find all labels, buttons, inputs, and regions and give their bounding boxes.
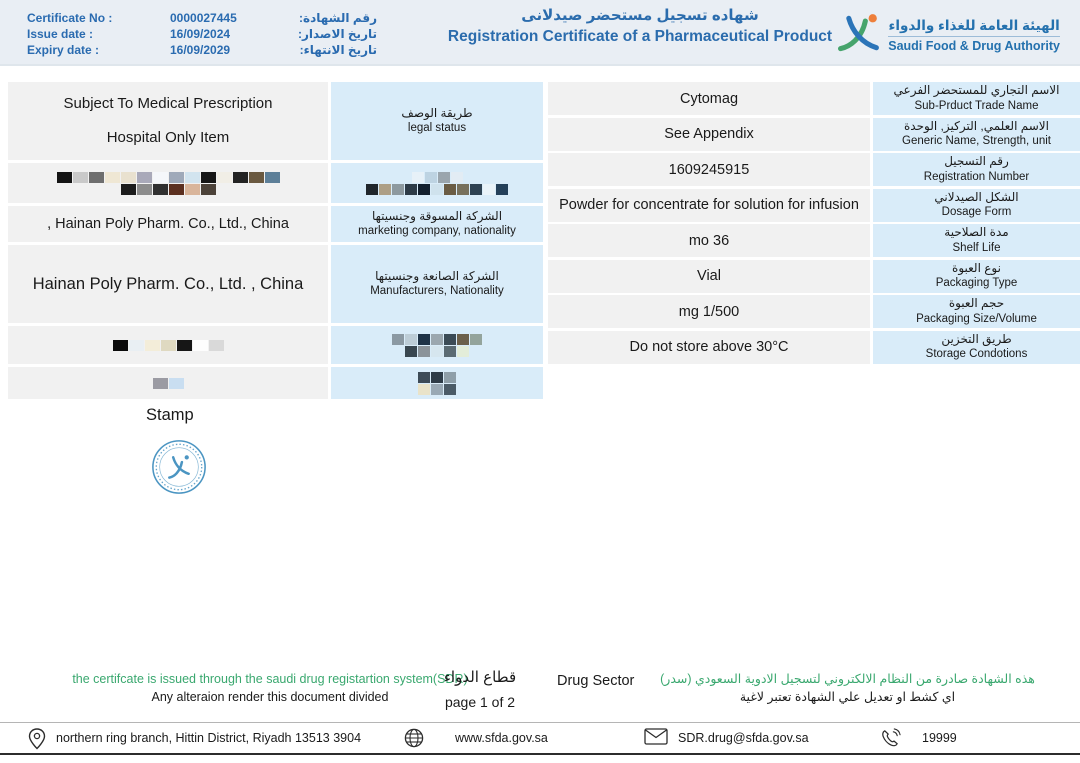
- sfda-logo: [835, 10, 1060, 61]
- table-row-trade-name: [548, 82, 1080, 115]
- label-arabic: نوع العبوة: [952, 260, 1001, 275]
- sfda-logo-text: [888, 18, 1060, 53]
- meta-label-ar: تاريخ الاصدار:: [297, 27, 377, 41]
- meta-value: 16/09/2029: [170, 43, 231, 57]
- field-label: [873, 189, 1080, 222]
- field-label: [331, 245, 543, 323]
- page-title-arabic: شهاده تسجيل مستحضر صيدلانى: [521, 7, 759, 24]
- stamp-seal-icon: [150, 438, 208, 501]
- sfda-name-arabic: الهيئة العامة للغذاء والدواء: [888, 18, 1060, 33]
- redaction-mosaic: [418, 372, 456, 395]
- field-label: [873, 295, 1080, 328]
- sdr-issued-note: the certifcate is issued through the saudi drug registartion system(SDR): [72, 672, 468, 686]
- redaction-mosaic: [153, 378, 184, 389]
- table-row-storage-conditions: [548, 331, 1080, 364]
- redaction-mosaic: [57, 172, 280, 195]
- meta-label-en: Expiry date :: [27, 43, 100, 57]
- meta-label-en: Certificate No :: [27, 11, 113, 25]
- field-value-redacted: [8, 367, 328, 399]
- label-english: Storage Condotions: [925, 348, 1028, 361]
- redaction-mosaic: [366, 172, 508, 195]
- address-text: northern ring branch, Hittin District, Riyadh 13513 3904: [56, 731, 362, 745]
- table-row-redacted: [8, 326, 543, 364]
- table-row-dosage-form: [548, 189, 1080, 222]
- label-english: Packaging Type: [935, 277, 1018, 290]
- page-title: [380, 6, 900, 46]
- meta-value: 0000027445: [170, 11, 237, 25]
- header-band: [0, 0, 1080, 66]
- value-line: Vial: [697, 268, 721, 284]
- drug-sector-arabic: قطاع الدواء: [443, 669, 517, 686]
- sfda-logo-icon: [835, 10, 881, 61]
- label-arabic: حجم العبوة: [948, 296, 1005, 311]
- field-value: [548, 82, 870, 115]
- label-arabic: طريق التخزين: [941, 331, 1012, 346]
- label-english: Generic Name, Strength, unit: [902, 135, 1051, 148]
- label-arabic: الاسم التجاري للمستحضر الفرعي: [893, 83, 1060, 98]
- table-row-marketing-company: [8, 206, 543, 242]
- meta-label-en: Issue date :: [27, 27, 94, 41]
- alteration-note-arabic: اي كشط او تعديل علي الشهادة تعتبر لاغية: [739, 690, 956, 704]
- sdr-issued-note-arabic: هذه الشهادة صادرة من النظام الالكتروني لتسجيل الادوية السعودي (سدر): [660, 672, 1035, 686]
- label-english: Sub-Prduct Trade Name: [914, 99, 1039, 112]
- value-line: Cytomag: [679, 90, 739, 107]
- table-row-packaging-type: [548, 260, 1080, 293]
- phone-number-text: 19999: [922, 731, 957, 745]
- label-english: Dosage Form: [941, 206, 1012, 219]
- label-english: Manufacturers, Nationality: [370, 285, 504, 298]
- field-label: [873, 118, 1080, 151]
- meta-label-ar: رقم الشهادة:: [298, 11, 377, 25]
- right-details-table: [548, 82, 1080, 366]
- value-line: See Appendix: [664, 126, 754, 142]
- value-line: mo 36: [688, 232, 730, 249]
- meta-row-certificate-no: [27, 11, 377, 27]
- value-line: 1609245915: [668, 161, 750, 178]
- table-row-generic-name: [548, 118, 1080, 151]
- phone-icon: [880, 728, 901, 754]
- label-arabic: رقم التسجيل: [944, 154, 1009, 169]
- value-line: Hospital Only Item: [106, 129, 230, 146]
- field-label-redacted: [331, 163, 543, 203]
- stamp-label: Stamp: [146, 406, 194, 424]
- left-details-table: [8, 82, 543, 402]
- meta-label-ar: تاريخ الانتهاء:: [299, 43, 377, 57]
- label-english: marketing company, nationality: [358, 225, 516, 238]
- field-value-redacted: [8, 163, 328, 203]
- table-row-redacted: [8, 367, 543, 399]
- field-value: [548, 295, 870, 328]
- field-label: [873, 331, 1080, 364]
- table-row-legal-status: [8, 82, 543, 160]
- meta-value: 16/09/2024: [170, 27, 231, 41]
- table-row-manufacturer: [8, 245, 543, 323]
- meta-row-issue-date: [27, 27, 377, 43]
- redaction-mosaic: [392, 334, 482, 357]
- certificate-meta: [27, 11, 377, 59]
- field-value: [548, 189, 870, 222]
- field-label: [873, 153, 1080, 186]
- label-arabic: الشركة الصانعة وجنسيتها: [375, 268, 499, 283]
- table-row-registration-number: [548, 153, 1080, 186]
- drug-sector-english: Drug Sector: [557, 673, 635, 689]
- label-arabic: الشركة المسوقة وجنسيتها: [371, 208, 503, 223]
- redaction-mosaic: [113, 340, 224, 351]
- meta-row-expiry-date: [27, 43, 377, 59]
- label-arabic: الشكل الصيدلاني: [934, 189, 1019, 204]
- field-label: [873, 224, 1080, 257]
- field-label-redacted: [331, 326, 543, 364]
- field-label: [873, 260, 1080, 293]
- footer-contact-bar: [0, 722, 1080, 755]
- field-value: [8, 82, 328, 160]
- label-english: Packaging Size/Volume: [916, 312, 1037, 325]
- field-value-redacted: [8, 326, 328, 364]
- table-row-packaging-size: [548, 295, 1080, 328]
- label-arabic: الاسم العلمي, التركيز, الوحدة: [904, 118, 1049, 133]
- email-text: SDR.drug@sfda.gov.sa: [678, 731, 809, 745]
- field-value: [548, 153, 870, 186]
- field-label: [331, 206, 543, 242]
- field-value: [548, 224, 870, 257]
- label-english: legal status: [407, 122, 467, 135]
- sfda-name-english: Saudi Food & Drug Authority: [888, 36, 1060, 53]
- table-row-redacted: [8, 163, 543, 203]
- page-title-english: Registration Certificate of a Pharmaceutical Product: [447, 28, 833, 45]
- field-label: [873, 82, 1080, 115]
- label-arabic: مدة الصلاحية: [944, 225, 1009, 240]
- field-value: [548, 260, 870, 293]
- table-row-shelf-life: [548, 224, 1080, 257]
- value-line: Subject To Medical Prescription: [63, 94, 273, 112]
- envelope-icon: [644, 728, 668, 750]
- label-english: Registration Number: [923, 170, 1030, 183]
- field-value: [548, 118, 870, 151]
- field-label-redacted: [331, 367, 543, 399]
- page-number: page 1 of 2: [444, 694, 516, 710]
- value-line: , Hainan Poly Pharm. Co., Ltd., China: [47, 216, 289, 232]
- value-line: mg 1/500: [678, 303, 740, 320]
- location-pin-icon: [28, 728, 46, 755]
- label-arabic: طريقة الوصف: [401, 105, 473, 120]
- field-value: [8, 206, 328, 242]
- alteration-note: Any alteraion render this document divided: [151, 690, 389, 704]
- globe-icon: [404, 728, 424, 753]
- website-text: www.sfda.gov.sa: [455, 731, 548, 745]
- sector-page-block: [420, 668, 540, 710]
- footer-note-arabic: [645, 671, 1050, 704]
- field-value: [548, 331, 870, 364]
- field-label: [331, 82, 543, 160]
- value-line: Powder for concentrate for solution for infusion: [559, 197, 859, 213]
- field-value: [8, 245, 328, 323]
- label-english: Shelf Life: [952, 241, 1001, 254]
- value-line: Do not store above 30°C: [629, 339, 789, 355]
- value-line: Hainan Poly Pharm. Co., Ltd. , China: [32, 274, 304, 293]
